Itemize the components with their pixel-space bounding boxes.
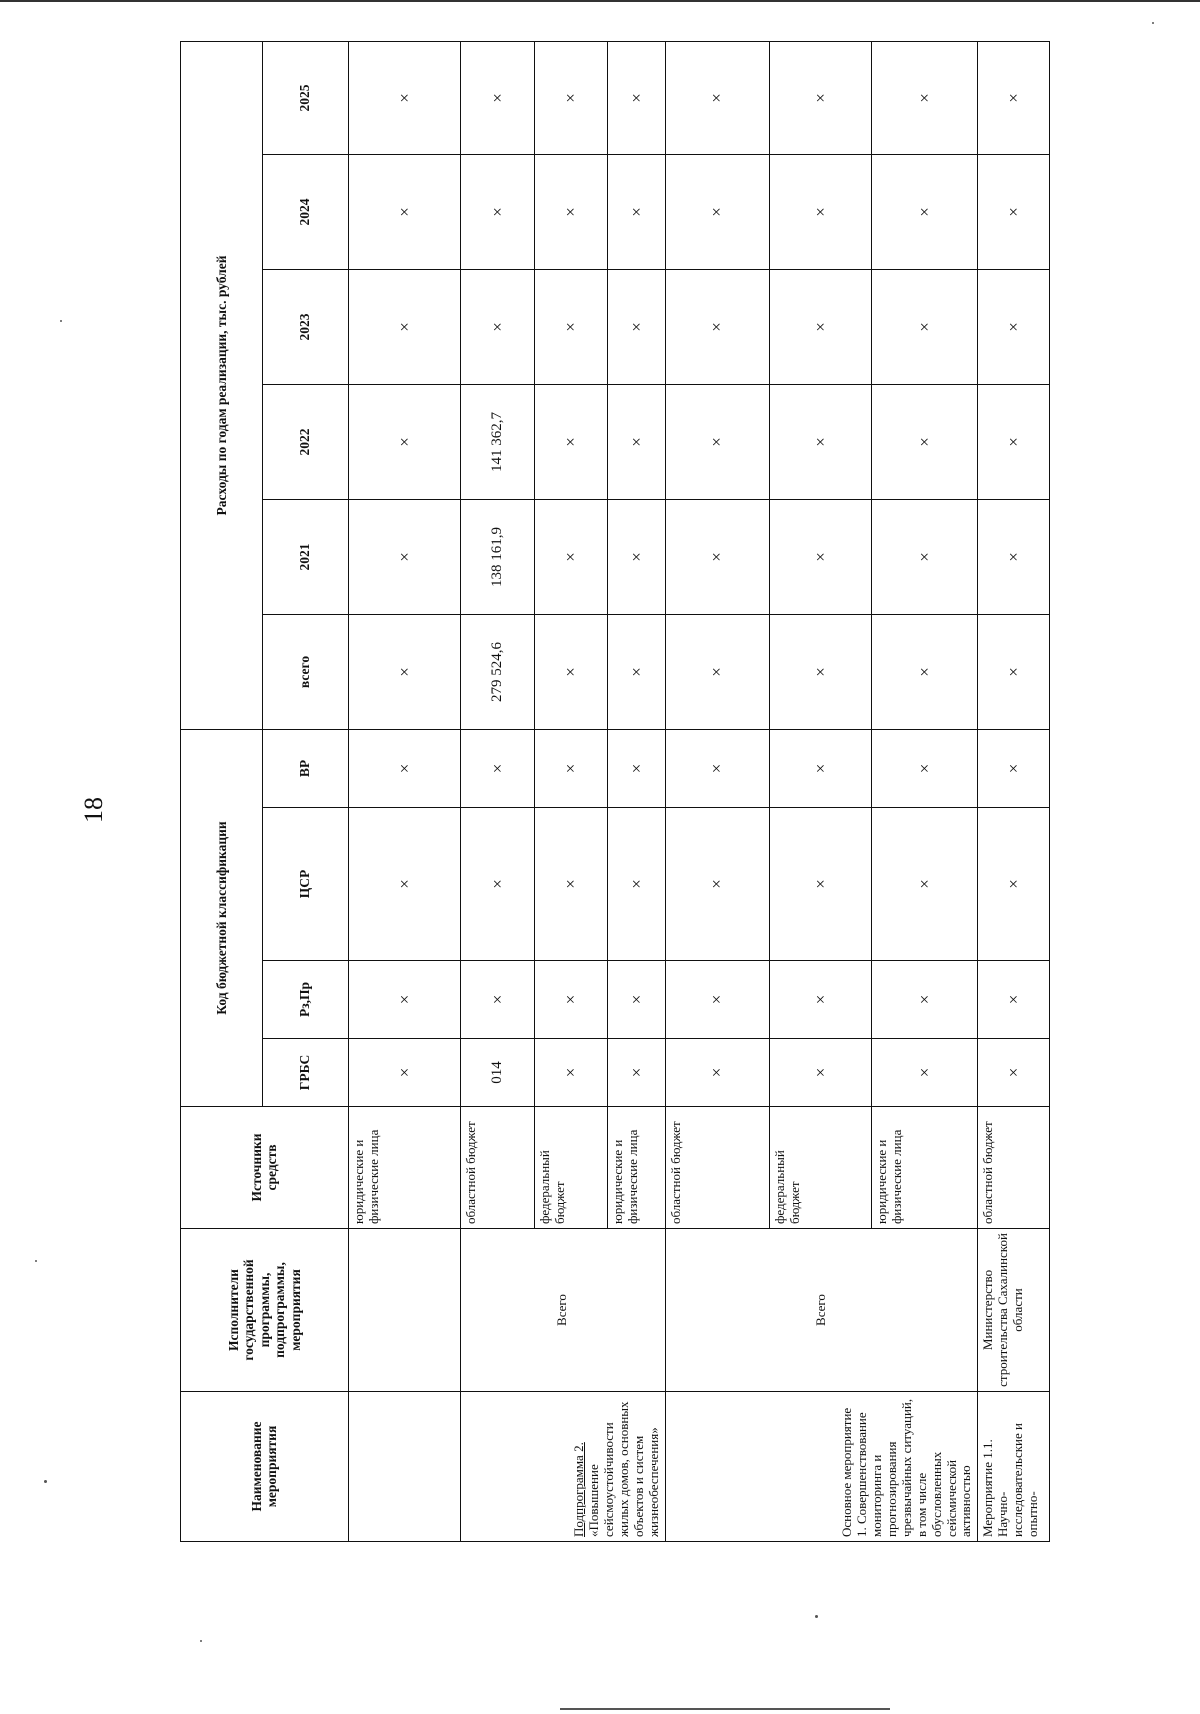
header-name: Наименование мероприятия: [181, 1392, 349, 1542]
y2021-cell: ×: [665, 500, 769, 615]
subprogram2-text: «Повышение сейсмоустойчивости жилых домов, основных объектов и систем жизнеобеспечения»: [585, 1401, 661, 1537]
header-2022: 2022: [262, 385, 348, 500]
y2024-cell: ×: [769, 155, 871, 270]
scan-speck: [815, 1615, 818, 1618]
y2023-cell: ×: [665, 270, 769, 385]
vr-cell: ×: [978, 730, 1050, 808]
y2023-cell: ×: [348, 270, 460, 385]
rzpr-cell: ×: [769, 961, 871, 1039]
y2022-cell: ×: [348, 385, 460, 500]
total-cell: ×: [769, 615, 871, 730]
vr-cell: ×: [769, 730, 871, 808]
table-row: [978, 41, 1050, 1541]
header-csr: ЦСР: [262, 808, 348, 961]
scan-top-edge: [0, 0, 1200, 2]
grbs-cell: ×: [978, 1039, 1050, 1107]
rzpr-cell: ×: [665, 961, 769, 1039]
csr-cell: ×: [348, 808, 460, 961]
rzpr-cell: ×: [872, 961, 978, 1039]
y2023-cell: ×: [534, 270, 608, 385]
y2022-cell: ×: [608, 385, 665, 500]
y2021-cell: ×: [348, 500, 460, 615]
y2025-cell: ×: [534, 41, 608, 154]
grbs-cell: ×: [534, 1039, 608, 1107]
total-cell: ×: [665, 615, 769, 730]
rzpr-cell: ×: [461, 961, 535, 1039]
y2024-cell: ×: [978, 155, 1050, 270]
y2023-cell: ×: [608, 270, 665, 385]
grbs-cell: ×: [348, 1039, 460, 1107]
table-row: [461, 41, 535, 1541]
y2025-cell: ×: [665, 41, 769, 154]
source-cell: областной бюджет: [665, 1107, 769, 1229]
total-cell: ×: [978, 615, 1050, 730]
csr-cell: ×: [608, 808, 665, 961]
y2024-cell: ×: [348, 155, 460, 270]
y2025-cell: ×: [461, 41, 535, 154]
scan-bottom-edge: [560, 1708, 890, 1710]
csr-cell: ×: [461, 808, 535, 961]
y2024-cell: ×: [872, 155, 978, 270]
event11-executor: Министерство строительства Сахалинской области: [978, 1229, 1050, 1392]
vr-cell: ×: [872, 730, 978, 808]
table-row: [665, 41, 769, 1541]
y2021-cell: ×: [534, 500, 608, 615]
y2021-cell: 138 161,9: [461, 500, 535, 615]
total-cell: ×: [872, 615, 978, 730]
scan-speck: [44, 1480, 47, 1483]
y2025-cell: ×: [978, 41, 1050, 154]
grbs-cell: 014: [461, 1039, 535, 1107]
source-cell: федеральный бюджет: [534, 1107, 608, 1229]
rzpr-cell: ×: [978, 961, 1050, 1039]
event11-name-cell: Мероприятие 1.1. Научно-исследовательские и опытно-: [978, 1392, 1050, 1542]
subprogram2-name-cell: [461, 1392, 665, 1542]
source-cell: федеральный бюджет: [769, 1107, 871, 1229]
scan-speck: [1152, 22, 1154, 24]
scan-speck: [60, 320, 62, 322]
subprogram2-executor: Всего: [461, 1229, 665, 1392]
page-number: 18: [79, 797, 108, 823]
vr-cell: ×: [665, 730, 769, 808]
total-cell: ×: [534, 615, 608, 730]
y2025-cell: ×: [872, 41, 978, 154]
scan-speck: [35, 1260, 37, 1262]
scan-speck: [200, 1640, 202, 1642]
source-cell: областной бюджет: [461, 1107, 535, 1229]
grbs-cell: ×: [769, 1039, 871, 1107]
header-2023: 2023: [262, 270, 348, 385]
vr-cell: ×: [461, 730, 535, 808]
y2022-cell: 141 362,7: [461, 385, 535, 500]
header-2025: 2025: [262, 41, 348, 154]
vr-cell: ×: [608, 730, 665, 808]
y2023-cell: ×: [872, 270, 978, 385]
total-cell: ×: [348, 615, 460, 730]
table-row: [348, 41, 460, 1541]
header-code-group: Код бюджетной классификации: [181, 730, 263, 1107]
header-row-1: [181, 41, 263, 1541]
header-sources: Источники средств: [181, 1107, 349, 1229]
source-cell: юридические и физические лица: [608, 1107, 665, 1229]
y2021-cell: ×: [978, 500, 1050, 615]
y2022-cell: ×: [872, 385, 978, 500]
total-cell: 279 524,6: [461, 615, 535, 730]
csr-cell: ×: [978, 808, 1050, 961]
source-cell: юридические и физические лица: [348, 1107, 460, 1229]
y2022-cell: ×: [769, 385, 871, 500]
grbs-cell: ×: [872, 1039, 978, 1107]
csr-cell: ×: [872, 808, 978, 961]
y2024-cell: ×: [608, 155, 665, 270]
y2025-cell: ×: [608, 41, 665, 154]
executor-cell: [348, 1229, 460, 1392]
header-rzpr: Рз,Пр: [262, 961, 348, 1039]
csr-cell: ×: [665, 808, 769, 961]
y2022-cell: ×: [534, 385, 608, 500]
main-event1-name-cell: Основное мероприятие 1. Совершенствование мониторинга и прогнозирования чрезвычайных ситуаций, в том числе обусловленных сейсмической активностью: [665, 1392, 978, 1542]
y2021-cell: ×: [769, 500, 871, 615]
rotated-table-container: [180, 42, 1050, 1542]
source-cell: юридические и физические лица: [872, 1107, 978, 1229]
header-2021: 2021: [262, 500, 348, 615]
y2022-cell: ×: [665, 385, 769, 500]
y2024-cell: ×: [461, 155, 535, 270]
y2023-cell: ×: [461, 270, 535, 385]
rzpr-cell: ×: [348, 961, 460, 1039]
grbs-cell: ×: [665, 1039, 769, 1107]
main-event1-executor: Всего: [665, 1229, 978, 1392]
y2023-cell: ×: [769, 270, 871, 385]
subprogram2-label: Подпрограмма 2.: [570, 1442, 586, 1537]
y2024-cell: ×: [534, 155, 608, 270]
csr-cell: ×: [534, 808, 608, 961]
y2021-cell: ×: [608, 500, 665, 615]
y2025-cell: ×: [769, 41, 871, 154]
y2023-cell: ×: [978, 270, 1050, 385]
header-vr: ВР: [262, 730, 348, 808]
name-cell: [348, 1392, 460, 1542]
header-expenses-group: Расходы по годам реализации, тыс. рублей: [181, 41, 263, 729]
budget-table: [180, 41, 1050, 1542]
y2024-cell: ×: [665, 155, 769, 270]
grbs-cell: ×: [608, 1039, 665, 1107]
y2021-cell: ×: [872, 500, 978, 615]
total-cell: ×: [608, 615, 665, 730]
y2025-cell: ×: [348, 41, 460, 154]
y2022-cell: ×: [978, 385, 1050, 500]
header-grbs: ГРБС: [262, 1039, 348, 1107]
vr-cell: ×: [534, 730, 608, 808]
source-cell: областной бюджет: [978, 1107, 1050, 1229]
header-total: всего: [262, 615, 348, 730]
header-executors: Исполнители государственной программы, подпрограммы, мероприятия: [181, 1229, 349, 1392]
vr-cell: ×: [348, 730, 460, 808]
rzpr-cell: ×: [534, 961, 608, 1039]
csr-cell: ×: [769, 808, 871, 961]
rzpr-cell: ×: [608, 961, 665, 1039]
header-2024: 2024: [262, 155, 348, 270]
